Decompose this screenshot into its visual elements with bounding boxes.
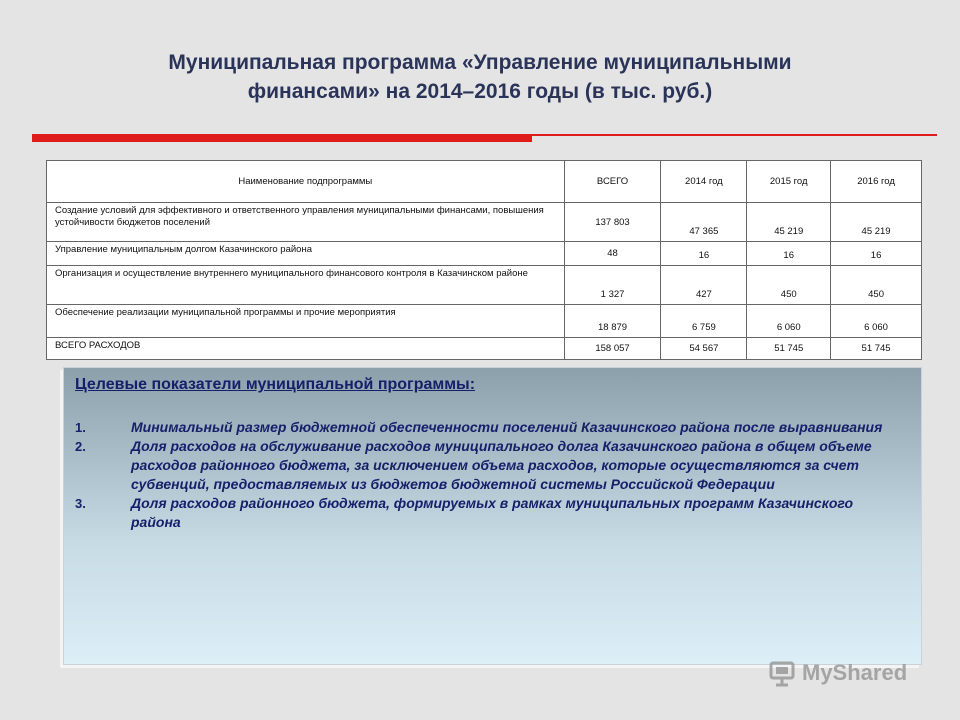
watermark-text: MyShared — [802, 660, 908, 685]
header-2016: 2016 год — [831, 161, 922, 203]
table-row — [47, 266, 922, 305]
row-2016: 51 745 — [831, 338, 922, 360]
row-2016: 16 — [831, 242, 922, 266]
row-2016: 45 219 — [831, 203, 922, 242]
title-line-2: финансами» на 2014–2016 годы (в тыс. руб.) — [247, 80, 713, 103]
row-total: 18 879 — [564, 305, 661, 338]
header-2015: 2015 год — [747, 161, 831, 203]
list-item — [75, 437, 905, 494]
row-2015: 6 060 — [747, 305, 831, 338]
watermark — [768, 656, 907, 690]
row-2014: 16 — [661, 242, 747, 266]
slide-title — [60, 48, 900, 106]
table-row — [47, 242, 922, 266]
title-line-1: Муниципальная программа «Управление муниципальными — [168, 51, 792, 74]
row-name: Обеспечение реализации муниципальной программы и прочие мероприятия — [47, 305, 565, 338]
row-total: 158 057 — [564, 338, 661, 360]
table-row — [47, 305, 922, 338]
row-name: Управление муниципальным долгом Казачинского района — [47, 242, 565, 266]
list-item — [75, 494, 905, 532]
targets-panel — [63, 367, 922, 665]
item-number: 3. — [75, 496, 86, 511]
row-2016: 6 060 — [831, 305, 922, 338]
table-header-row — [47, 161, 922, 203]
row-2015: 45 219 — [747, 203, 831, 242]
table-row-total — [47, 338, 922, 360]
row-2014: 427 — [661, 266, 747, 305]
targets-list — [75, 418, 905, 532]
row-2014: 54 567 — [661, 338, 747, 360]
row-total: 48 — [564, 242, 661, 266]
item-text: Доля расходов районного бюджета, формируемых в рамках муниципальных программ Казачинского района — [131, 495, 854, 530]
row-name: Организация и осуществление внутреннего муниципального финансового контроля в Казачинском районе — [47, 266, 565, 305]
row-2015: 450 — [747, 266, 831, 305]
presentation-board-icon — [768, 659, 796, 687]
row-total: 137 803 — [564, 203, 661, 242]
row-2015: 16 — [747, 242, 831, 266]
list-item — [75, 418, 905, 437]
row-2014: 6 759 — [661, 305, 747, 338]
header-2014: 2014 год — [661, 161, 747, 203]
item-text: Минимальный размер бюджетной обеспеченности поселений Казачинского района после выравнивания — [131, 419, 883, 435]
header-subprogram: Наименование подпрограммы — [47, 161, 565, 203]
table-row — [47, 203, 922, 242]
red-rule-thick — [32, 135, 532, 142]
targets-heading: Целевые показатели муниципальной программы: — [75, 376, 476, 393]
header-total: ВСЕГО — [564, 161, 661, 203]
row-2014: 47 365 — [661, 203, 747, 242]
row-2016: 450 — [831, 266, 922, 305]
row-2015: 51 745 — [747, 338, 831, 360]
item-number: 2. — [75, 439, 86, 454]
item-text: Доля расходов на обслуживание расходов муниципального долга Казачинского района в общем объеме расходов районного бюджета, за исключением объема расходов, которые осуществляются за счет субвенций, предоставляемых из бюджетов бюджетной системы Российской Федерации — [131, 438, 872, 492]
row-name: Создание условий для эффективного и ответственного управления муниципальными финансами, повышения устойчивости бюджетов поселений — [47, 203, 565, 242]
row-name: ВСЕГО РАСХОДОВ — [47, 338, 565, 360]
item-number: 1. — [75, 420, 86, 435]
budget-table — [46, 160, 922, 360]
row-total: 1 327 — [564, 266, 661, 305]
